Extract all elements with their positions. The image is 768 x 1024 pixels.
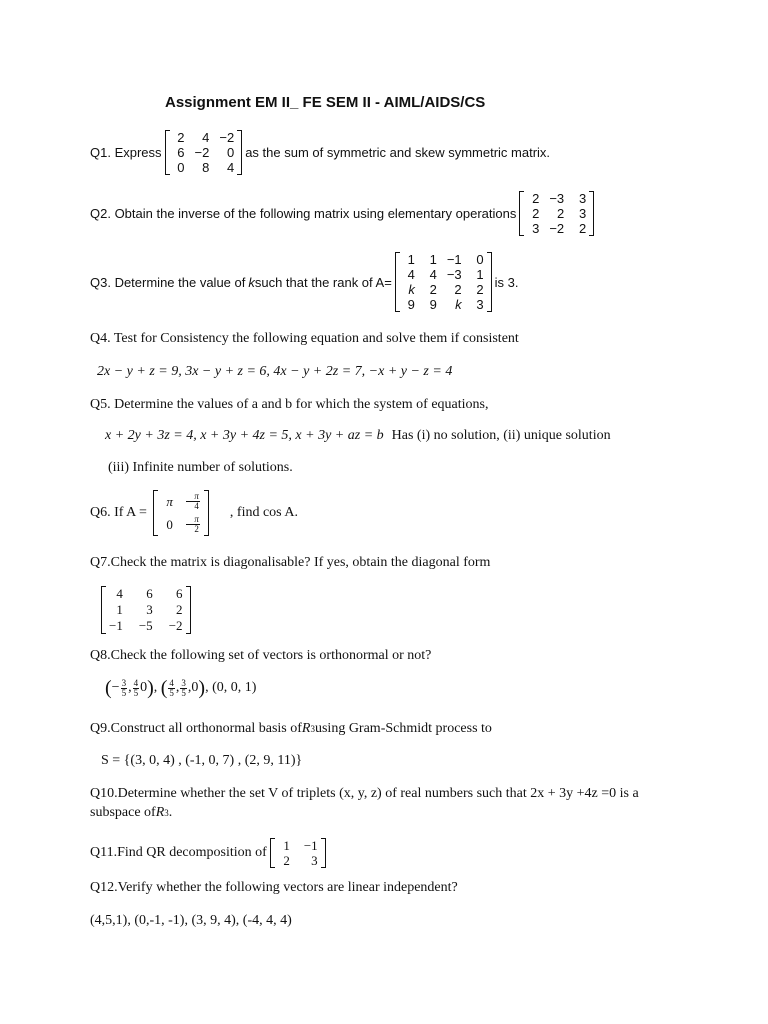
matrix-cell: 2 (176, 602, 183, 617)
question-1-matrix (165, 130, 243, 175)
question-5-case-3: (iii) Infinite number of solutions. (108, 460, 293, 475)
matrix-cell: k (408, 282, 415, 297)
matrix-cell: 4 (226, 160, 235, 175)
matrix-cell: 4 (407, 267, 415, 282)
question-10-line-1: Q10.Determine whether the set V of triplets (x, y, z) of real numbers such that 2x + 3y +4z =0 is a (90, 786, 639, 801)
question-6-prefix: Q6. If A = (90, 505, 147, 520)
question-1 (90, 130, 550, 175)
question-7-matrix-line (98, 586, 194, 634)
matrix-cell: 1 (116, 602, 123, 617)
matrix-cell: −5 (138, 618, 153, 633)
matrix-cell: 3 (146, 602, 153, 617)
matrix-cell: π (166, 494, 173, 509)
matrix-cell: −2 (219, 130, 235, 145)
matrix-cell: 6 (176, 586, 183, 601)
matrix-cell: 3 (578, 191, 587, 206)
question-12-vectors: (4,5,1), (0,-1, -1), (3, 9, 4), (-4, 4, 4) (90, 913, 292, 928)
fraction: $\frac{3}{5}$ (121, 677, 127, 698)
matrix-cell: 1 (407, 252, 415, 267)
question-1-prefix: Q1. Express (90, 145, 162, 160)
question-8: Q8.Check the following set of vectors is orthonormal or not? (90, 648, 432, 663)
question-5-cases: Has (i) no solution, (ii) unique solution (391, 428, 611, 443)
fraction: $\frac{4}{5}$ (169, 677, 174, 698)
matrix-cell: 1 (476, 267, 484, 282)
question-9: Q9.Construct all orthonormal basis of R 3 using Gram-Schmidt process to (90, 721, 492, 736)
matrix-cell: 2 (578, 221, 587, 236)
question-11: Q11.Find QR decomposition of 1 −1 2 3 (90, 838, 329, 868)
question-3-matrix (395, 252, 492, 312)
matrix-cell: 2 (429, 282, 437, 297)
question-10-line-2: subspace of R 3 . (90, 805, 173, 820)
question-2-prefix: Q2. Obtain the inverse of the following matrix using elementary operations (90, 206, 517, 221)
question-1-suffix: as the sum of symmetric and skew symmetric matrix. (245, 145, 551, 160)
matrix-cell: 3 (578, 206, 587, 221)
matrix-cell: 1 (429, 252, 437, 267)
matrix-cell: 8 (202, 160, 210, 175)
question-11-matrix (270, 838, 326, 868)
question-6-suffix: , find cos A. (229, 505, 298, 520)
question-5-equations-line (105, 428, 611, 444)
question-2-matrix (519, 191, 594, 236)
matrix-cell: 2 (283, 853, 290, 868)
fraction: $\frac{4}{5}$ (133, 677, 139, 698)
matrix-cell: 0 (226, 145, 235, 160)
matrix-cell: 2 (532, 191, 540, 206)
question-5: Q5. Determine the values of a and b for which the system of equations, (90, 397, 489, 412)
question-12: Q12.Verify whether the following vectors are linear independent? (90, 880, 458, 895)
matrix-cell: −3 (549, 191, 565, 206)
matrix-cell: 6 (177, 145, 185, 160)
matrix-cell: 3 (532, 221, 540, 236)
question-8-vector-3: (0, 0, 1) (212, 680, 257, 695)
matrix-cell: −2 (194, 145, 210, 160)
matrix-cell-fraction: $\frac{\pi}{2}$ (186, 515, 200, 534)
question-2 (90, 191, 597, 236)
matrix-cell: −1 (109, 618, 123, 633)
question-7-matrix (101, 586, 191, 634)
matrix-cell: 4 (116, 586, 123, 601)
matrix-cell: −2 (168, 618, 183, 633)
matrix-cell: 9 (407, 297, 415, 312)
fraction: $\frac{3}{5}$ (181, 677, 186, 698)
question-6-matrix (153, 490, 209, 536)
matrix-cell: −3 (446, 267, 462, 282)
matrix-cell: 1 (283, 838, 290, 853)
question-4-equations: 2x − y + z = 9, 3x − y + z = 6, 4x − y + 2z = 7, −x + y − z = 4 (97, 364, 453, 379)
matrix-cell: −1 (303, 838, 318, 853)
question-6 (90, 490, 298, 536)
matrix-cell: 6 (146, 586, 153, 601)
matrix-cell: 3 (311, 853, 318, 868)
question-3-prefix-a: Q3. Determine the value of (90, 274, 246, 290)
matrix-cell: 2 (532, 206, 540, 221)
question-3 (90, 252, 518, 312)
matrix-cell: 4 (202, 130, 210, 145)
question-3-suffix: is 3. (494, 274, 519, 290)
question-4: Q4. Test for Consistency the following equation and solve them if consistent (90, 331, 519, 346)
matrix-cell: 3 (476, 297, 484, 312)
question-3-prefix-b: such that the rank of A= (254, 274, 392, 290)
question-8-vectors: ( − $\frac{3}{5}$ , $\frac{4}{5}$ 0 ) , ( $\frac{4}{5}$ , $\frac{3}{5}$ , 0 ) , (0, 0, 1) (105, 677, 257, 699)
matrix-cell: −2 (549, 221, 565, 236)
matrix-cell: 4 (429, 267, 437, 282)
question-5-equations: x + 2y + 3z = 4, x + 3y + 4z = 5, x + 3y + az = b (105, 428, 384, 443)
matrix-cell: 9 (429, 297, 437, 312)
matrix-cell: 0 (166, 517, 173, 532)
question-3-k: k (248, 274, 255, 290)
matrix-cell: 0 (476, 252, 484, 267)
matrix-cell: −1 (446, 252, 462, 267)
page-title: Assignment EM II_ FE SEM II - AIML/AIDS/CS (165, 94, 486, 111)
question-7: Q7.Check the matrix is diagonalisable? If yes, obtain the diagonal form (90, 555, 491, 570)
matrix-cell: 0 (177, 160, 185, 175)
matrix-cell: 2 (177, 130, 185, 145)
matrix-cell-fraction: $\frac{\pi}{4}$ (186, 492, 200, 511)
matrix-cell: 2 (556, 206, 565, 221)
matrix-cell: 2 (476, 282, 484, 297)
matrix-cell: 2 (454, 282, 462, 297)
matrix-cell: k (455, 297, 462, 312)
question-9-set: S = {(3, 0, 4) , (-1, 0, 7) , (2, 9, 11)} (101, 753, 303, 768)
